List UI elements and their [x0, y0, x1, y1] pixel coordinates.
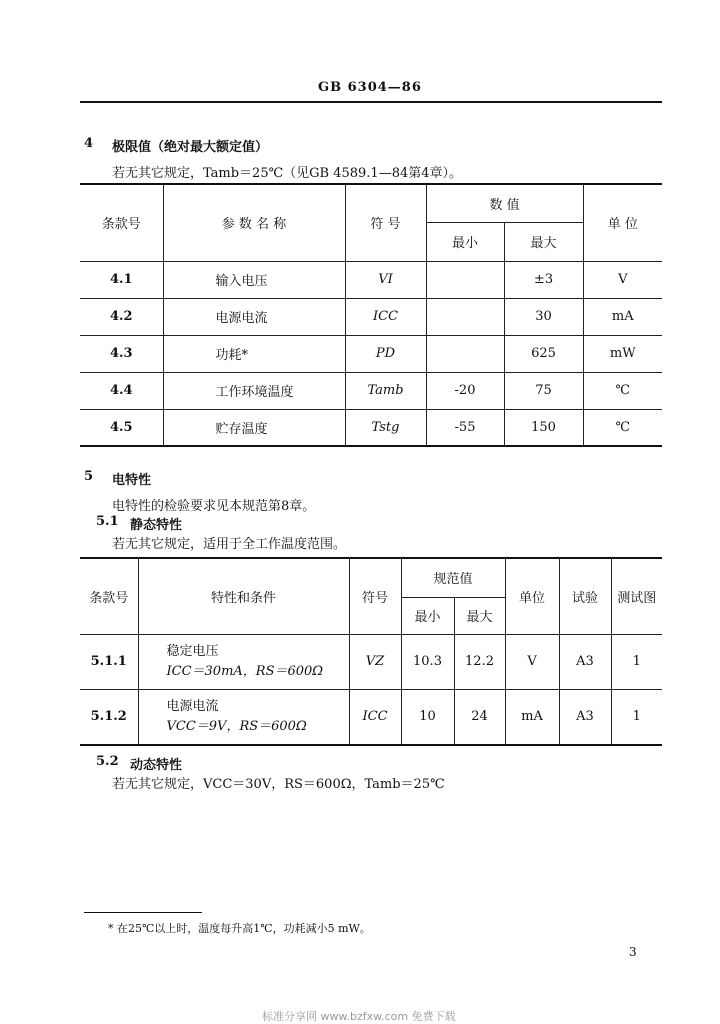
standard-number: GB 6304—86 — [318, 80, 422, 95]
min-cell: 10 — [401, 689, 454, 745]
static-characteristics-table — [80, 557, 662, 746]
condition-params: ICC＝30mA，RS＝600Ω — [166, 663, 324, 679]
table-row — [80, 634, 662, 689]
col-clause-header: 条款号 — [80, 184, 163, 261]
unit-cell: mW — [583, 335, 662, 372]
clause-cell: 4.2 — [80, 298, 163, 335]
condition-title: 电源电流 — [166, 698, 219, 714]
subsection51-number: 5.1 — [96, 514, 119, 529]
max-cell: 625 — [504, 335, 583, 372]
symbol-cell: ICC — [345, 298, 426, 335]
max-cell: ±3 — [504, 261, 583, 298]
min-cell — [426, 298, 504, 335]
subsection51-note: 若无其它规定，适用于全工作温度范围。 — [112, 537, 347, 552]
table-row — [80, 409, 662, 446]
symbol-cell: VI — [345, 261, 426, 298]
section5-number: 5 — [84, 469, 94, 484]
fig-cell: 1 — [611, 634, 662, 689]
param-cell: 贮存温度 — [163, 409, 345, 446]
symbol-cell: VZ — [349, 634, 401, 689]
section5-intro: 电特性的检验要求见本规范第8章。 — [112, 499, 316, 514]
min-cell: 10.3 — [401, 634, 454, 689]
max-cell: 24 — [454, 689, 505, 745]
clause-cell: 4.3 — [80, 335, 163, 372]
unit-cell: ℃ — [583, 372, 662, 409]
symbol-cell: Tstg — [345, 409, 426, 446]
condition-params: VCC＝9V，RS＝600Ω — [166, 718, 307, 734]
param-cell: 功耗* — [163, 335, 345, 372]
min-cell: -20 — [426, 372, 504, 409]
max-cell: 150 — [504, 409, 583, 446]
table-row — [80, 298, 662, 335]
section4-note: 若无其它规定，Tamb＝25℃（见GB 4589.1—84第4章）。 — [112, 166, 463, 181]
watermark: 标准分享网 www.bzfxw.com 免费下载 — [262, 1010, 456, 1023]
min-cell — [426, 261, 504, 298]
symbol-cell: Tamb — [345, 372, 426, 409]
col-spec-header: 规范值 — [401, 558, 505, 597]
col-unit-header: 单 位 — [583, 184, 662, 261]
footnote-rule — [84, 912, 202, 913]
table-row — [80, 689, 662, 745]
param-cell: 电源电流 — [163, 298, 345, 335]
symbol-cell: PD — [345, 335, 426, 372]
param-cell: 输入电压 — [163, 261, 345, 298]
subsection51-title: 静态特性 — [130, 518, 183, 533]
col-test-header: 试验 — [559, 558, 611, 634]
table-row — [80, 335, 662, 372]
unit-cell: V — [583, 261, 662, 298]
col-symbol-header: 符号 — [349, 558, 401, 634]
col-max-header: 最大 — [454, 597, 505, 634]
clause-cell: 5.1.1 — [80, 634, 138, 689]
unit-cell: ℃ — [583, 409, 662, 446]
clause-cell: 4.5 — [80, 409, 163, 446]
max-cell: 30 — [504, 298, 583, 335]
min-cell — [426, 335, 504, 372]
fig-cell: 1 — [611, 689, 662, 745]
col-cond-header: 特性和条件 — [138, 558, 349, 634]
unit-cell: V — [505, 634, 559, 689]
table-row — [80, 372, 662, 409]
unit-cell: mA — [505, 689, 559, 745]
col-value-header: 数 值 — [426, 184, 583, 222]
section4-number: 4 — [84, 136, 94, 151]
col-unit-header: 单位 — [505, 558, 559, 634]
section5-heading: 电特性 — [112, 473, 152, 488]
subsection52-title: 动态特性 — [130, 758, 183, 773]
subsection52-number: 5.2 — [96, 754, 119, 769]
section4-heading: 极限值（绝对最大额定值） — [112, 140, 269, 155]
table-row — [80, 261, 662, 298]
page-number: 3 — [629, 945, 637, 959]
footnote: * 在25℃以上时，温度每升高1℃，功耗减小5 mW。 — [108, 922, 371, 935]
max-cell: 75 — [504, 372, 583, 409]
test-cell: A3 — [559, 634, 611, 689]
col-clause-header: 条款号 — [80, 558, 138, 634]
clause-cell: 4.4 — [80, 372, 163, 409]
col-max-header: 最大 — [504, 222, 583, 261]
header-rule — [80, 101, 662, 103]
col-min-header: 最小 — [426, 222, 504, 261]
col-symbol-header: 符 号 — [345, 184, 426, 261]
clause-cell: 5.1.2 — [80, 689, 138, 745]
min-cell: -55 — [426, 409, 504, 446]
symbol-cell: ICC — [349, 689, 401, 745]
max-cell: 12.2 — [454, 634, 505, 689]
subsection52-note: 若无其它规定，VCC＝30V，RS＝600Ω，Tamb＝25℃ — [112, 777, 445, 792]
test-cell: A3 — [559, 689, 611, 745]
condition-title: 稳定电压 — [166, 643, 219, 659]
col-fig-header: 测试图 — [611, 558, 662, 634]
limits-table — [80, 183, 662, 447]
col-min-header: 最小 — [401, 597, 454, 634]
col-param-header: 参 数 名 称 — [163, 184, 345, 261]
unit-cell: mA — [583, 298, 662, 335]
clause-cell: 4.1 — [80, 261, 163, 298]
param-cell: 工作环境温度 — [163, 372, 345, 409]
